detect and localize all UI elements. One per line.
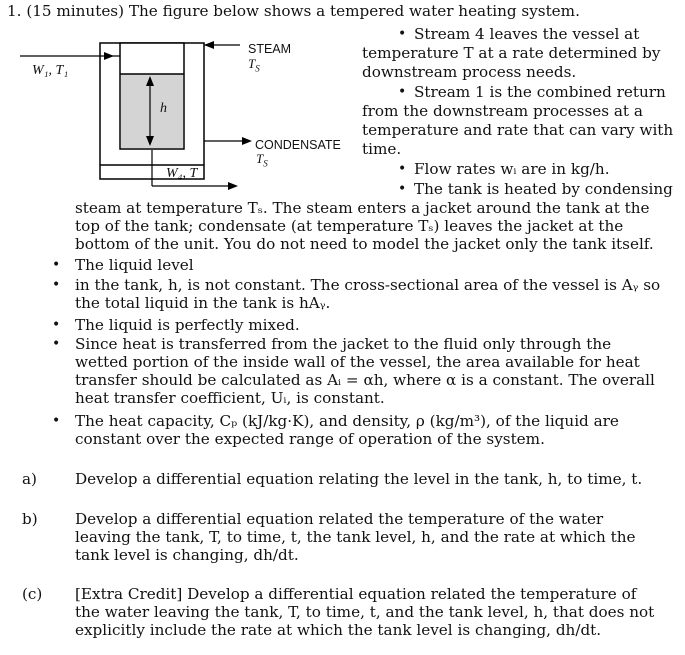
bullet-perfectly-mixed: The liquid is perfectly mixed. bbox=[75, 316, 300, 334]
inlet-label: W₁, T₁ bbox=[32, 63, 69, 78]
bullet-dot: • bbox=[398, 181, 407, 197]
steam-paragraph: steam at temperature Tₛ. The steam enters a jacket around the tank at the top of the tank; condensate (at temperature Tₛ) leaves the jacket at the bottom of the unit. You do not need to model the jacket only the tank itself. bbox=[75, 199, 654, 253]
level-label: h bbox=[160, 101, 167, 116]
bullet-stream1-line4: time. bbox=[362, 140, 402, 158]
bullet-stream1-line3: temperature and rate that can vary with bbox=[362, 121, 674, 139]
problem-title: 1. (15 minutes) The figure below shows a tempered water heating system. bbox=[7, 2, 580, 20]
steam-temp-label: $T_S$ bbox=[248, 56, 260, 74]
bullet-dot: • bbox=[52, 317, 61, 333]
bullet-stream4-line2: temperature T at a rate determined by bbox=[362, 44, 661, 62]
bullet-flowrates: Flow rates wᵢ are in kg/h. bbox=[414, 160, 610, 178]
bullet-dot: • bbox=[52, 413, 61, 429]
bullet-dot: • bbox=[52, 277, 61, 293]
bullet-stream4-line3: downstream process needs. bbox=[362, 63, 577, 81]
bullet-condensing: The tank is heated by condensing bbox=[414, 180, 673, 198]
question-a-label: a) bbox=[22, 470, 37, 488]
bullet-stream4-line1: Stream 4 leaves the vessel at bbox=[414, 25, 640, 43]
condensate-label: CONDENSATE bbox=[255, 138, 341, 152]
bullet-stream1-line2: from the downstream processes at a bbox=[362, 102, 643, 120]
bullet-tank-level: in the tank, h, is not constant. The cross-sectional area of the vessel is Aᵧ so the total liquid in the tank is hAᵧ. bbox=[75, 276, 661, 312]
bullet-heat-transfer: Since heat is transferred from the jacket to the fluid only through the wetted portion of the inside wall of the vessel, the area available for heat transfer should be calculated as Aᵢ = αh, where α is a constant. The overall heat transfer coefficient, Uᵢ, is constant. bbox=[75, 335, 655, 407]
bullet-stream1-line1: Stream 1 is the combined return bbox=[414, 83, 666, 101]
bullet-dot: • bbox=[52, 257, 61, 273]
steam-label: STEAM bbox=[248, 42, 292, 56]
question-c-label: (c) bbox=[22, 585, 43, 603]
bullet-dot: • bbox=[398, 84, 407, 100]
bullet-dot: • bbox=[398, 161, 407, 177]
question-b-text: Develop a differential equation related the temperature of the water leaving the tank, T, to time, t, the tank level, h, and the rate at which the tank level is changing, dh/dt. bbox=[75, 510, 636, 564]
bullet-heat-capacity: The heat capacity, Cₚ (kJ/kg·K), and density, ρ (kg/m³), of the liquid are constant over the expected range of operation of the system. bbox=[75, 412, 619, 448]
bullet-dot: • bbox=[52, 336, 61, 352]
outlet-label: W₄, T bbox=[166, 166, 198, 181]
condensate-temp-label: $T_S$ bbox=[256, 151, 268, 169]
question-a-text: Develop a differential equation relating the level in the tank, h, to time, t. bbox=[75, 470, 643, 488]
question-b-label: b) bbox=[22, 510, 38, 528]
bullet-liquid-level: The liquid level bbox=[75, 256, 194, 274]
bullet-dot: • bbox=[398, 26, 407, 42]
question-c-text: [Extra Credit] Develop a differential equation related the temperature of the water leaving the tank, T, to time, t, and the tank level, h, that does not explicitly include the rate at which the tank level is changing, dh/dt. bbox=[75, 585, 655, 639]
